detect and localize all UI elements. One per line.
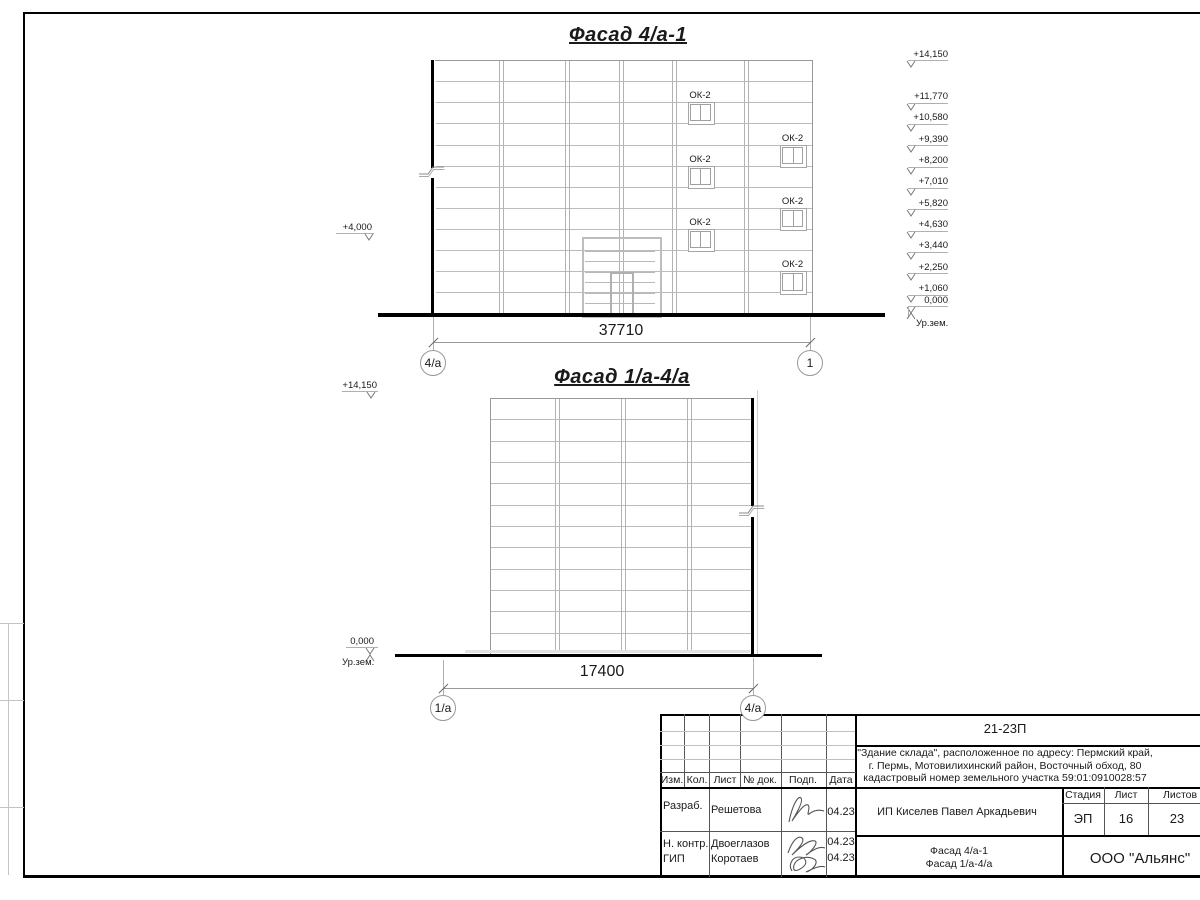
facade1-panel-line [436, 145, 812, 146]
elevation-arrow-icon [906, 189, 916, 196]
margin-stamp-line [0, 623, 24, 624]
window-mullion [700, 232, 701, 248]
titleblock-line [709, 714, 710, 877]
project-description-line3: кадастровый номер земельного участка 59:01:0910028:57 [863, 772, 1147, 784]
titleblock-line [857, 835, 1200, 837]
row-role-gip: ГИП [663, 853, 685, 865]
titleblock-line [684, 714, 685, 787]
elevation-mark-label: +2,250 [918, 261, 948, 273]
window-mullion [793, 274, 794, 290]
facade-mullion [621, 399, 626, 653]
signature-razrab [781, 790, 826, 830]
elevation-mark-label: 0,000 [924, 294, 948, 306]
facade1-title: Фасад 4/а-1 [569, 24, 687, 46]
elevation-arrow-icon [906, 125, 916, 132]
titleblock-divider [855, 714, 857, 877]
titleblock-line [660, 759, 855, 760]
facade1-axis-right-bubble: 1 [797, 350, 823, 376]
titleblock-line [1062, 803, 1200, 804]
titleblock-line [1062, 787, 1064, 877]
extension-line [810, 317, 811, 353]
elevation-mark-label: +8,200 [918, 155, 948, 167]
col-header-podp: Подп. [789, 774, 817, 786]
stage-value: ЭП [1073, 811, 1093, 826]
facade-mullion [565, 61, 570, 313]
facade1-panel-line [436, 208, 812, 209]
facade1-panel-line [436, 81, 812, 82]
margin-stamp-line [0, 700, 24, 701]
titleblock-line [1104, 787, 1105, 835]
facade2-dimension-label: 17400 [579, 663, 625, 680]
dimension-line [443, 688, 753, 689]
col-header-ndok: № док. [743, 774, 777, 786]
titleblock-line [740, 714, 741, 787]
elevation-arrow-icon [906, 168, 916, 175]
row-date-razrab: 04.23 [827, 806, 855, 818]
col-header-list: Лист [713, 774, 737, 786]
facade1-panel-line [436, 102, 812, 103]
facade2-axis-right-bubble: 4/а [740, 695, 766, 721]
elevation-arrow-icon [906, 296, 916, 303]
elevation-arrow-icon [906, 61, 916, 68]
stage-header: Стадия [1065, 789, 1101, 801]
margin-stamp-line [8, 623, 9, 875]
sheet-value: 16 [1118, 811, 1134, 826]
break-symbol-icon [419, 165, 445, 178]
titleblock-line [1148, 787, 1149, 835]
row-date-gip: 04.23 [827, 852, 855, 864]
facade2-thick-edge [751, 517, 754, 654]
row-name-gip: Коротаев [711, 853, 759, 865]
elevation-mark-label: +5,820 [918, 197, 948, 209]
facade1-right-edge [812, 60, 813, 314]
extension-line [443, 660, 444, 697]
elevation-arrow-icon [906, 210, 916, 217]
client-name: ИП Киселев Павел Аркадьевич [877, 806, 1037, 818]
facade1-thick-edge [431, 178, 434, 315]
titleblock-left [660, 714, 662, 877]
titleblock-line [660, 731, 855, 732]
elevation-mark-label: +4,630 [918, 219, 948, 231]
extension-line [433, 317, 434, 353]
elevation-arrow-icon [906, 253, 916, 260]
sheet-title-1: Фасад 4/а-1 [930, 845, 988, 857]
titleblock-line [660, 772, 856, 773]
company-name: ООО "Альянс" [1089, 850, 1191, 867]
signature-nkontr-gip [782, 831, 828, 877]
window-label: ОК-2 [781, 132, 804, 144]
facade2-axis-left-bubble: 1/а [430, 695, 456, 721]
row-role-nkontr: Н. контр. [663, 838, 709, 850]
frame-bottom [23, 875, 1200, 878]
elevation-mark-label: +4,000 [342, 221, 372, 233]
facade1-panel-line [436, 229, 812, 230]
facade2-title: Фасад 1/а-4/а [554, 366, 690, 388]
elevation-mark-label: +9,390 [918, 133, 948, 145]
sheets-value: 23 [1169, 811, 1185, 826]
elevation-arrow-icon [364, 234, 374, 241]
break-symbol-icon [739, 504, 765, 517]
sheets-header: Листов [1162, 789, 1198, 801]
facade1-axis-left-bubble: 4/а [420, 350, 446, 376]
col-header-kol: Кол. [686, 774, 708, 786]
facade-mullion [672, 61, 677, 313]
elevation-arrow-icon [906, 104, 916, 111]
window-label: ОК-2 [781, 195, 804, 207]
elevation-arrow-icon [906, 232, 916, 239]
gate-slat-line [585, 251, 655, 252]
sheet-header: Лист [1114, 789, 1138, 801]
window-label: ОК-2 [689, 89, 711, 101]
elevation-mark-label: +11,770 [914, 91, 948, 103]
titleblock-line [660, 745, 855, 746]
window-mullion [700, 105, 701, 121]
row-name-razrab: Решетова [711, 804, 762, 816]
elevation-mark-label: +7,010 [918, 176, 948, 188]
facade1-roof-line [435, 60, 813, 61]
col-header-izm: Изм. [660, 774, 684, 786]
facade1-panel-line [436, 166, 812, 167]
ground-level-label: Ур.зем. [342, 657, 375, 668]
margin-stamp-line [0, 807, 24, 808]
elevation-arrow-icon [906, 146, 916, 153]
row-name-nkontr: Двоеглазов [711, 838, 770, 850]
sheet-title-2: Фасад 1/а-4/а [925, 858, 993, 870]
facade2-thick-edge [751, 398, 754, 506]
gate-door [610, 272, 634, 317]
window-label: ОК-2 [689, 216, 711, 228]
facade-mullion [499, 61, 504, 313]
gate-slat-line [585, 261, 655, 262]
extension-line [753, 658, 754, 697]
facade2-ground-line [395, 654, 822, 658]
facade1-panel-line [436, 187, 812, 188]
facade1-ground-line [378, 313, 885, 317]
dimension-line [433, 342, 810, 343]
axis-line [757, 390, 758, 654]
elevation-mark-label: +1,060 [918, 283, 948, 294]
col-header-data: Дата [829, 774, 853, 786]
project-description-line2: г. Пермь, Мотовилихинский район, Восточный обход, 80 [868, 759, 1142, 772]
row-date-nkontr: 04.23 [827, 836, 855, 848]
elevation-mark-label: 0,000 [350, 636, 374, 647]
facade-mullion [687, 399, 692, 653]
facade1-dimension-label: 37710 [598, 322, 644, 339]
elevation-mark-label: +10,580 [913, 112, 948, 124]
facade-mullion [744, 61, 749, 313]
facade1-thick-edge [431, 60, 434, 168]
frame-top [23, 12, 1200, 14]
window-label: ОК-2 [689, 153, 711, 165]
ground-level-label: Ур.зем. [916, 318, 949, 329]
facade1-panel-line [436, 123, 812, 124]
window-mullion [793, 211, 794, 227]
window-mullion [700, 169, 701, 185]
elevation-mark-label: +14,150 [913, 48, 948, 60]
row-role-razrab: Разраб. [663, 800, 703, 812]
elevation-arrow-icon [906, 312, 916, 319]
elevation-mark-label: +3,440 [918, 240, 948, 252]
facade-mullion [555, 399, 560, 653]
doc-number: 21-23П [983, 721, 1027, 736]
frame-left [23, 12, 25, 878]
elevation-arrow-icon [906, 274, 916, 281]
window-mullion [793, 148, 794, 164]
project-description-line1: "Здание склада", расположенное по адресу: Пермский край, [857, 747, 1153, 759]
elevation-mark-label: +14,150 [342, 380, 377, 391]
elevation-arrow-icon [366, 392, 376, 399]
window-label: ОК-2 [781, 259, 804, 270]
